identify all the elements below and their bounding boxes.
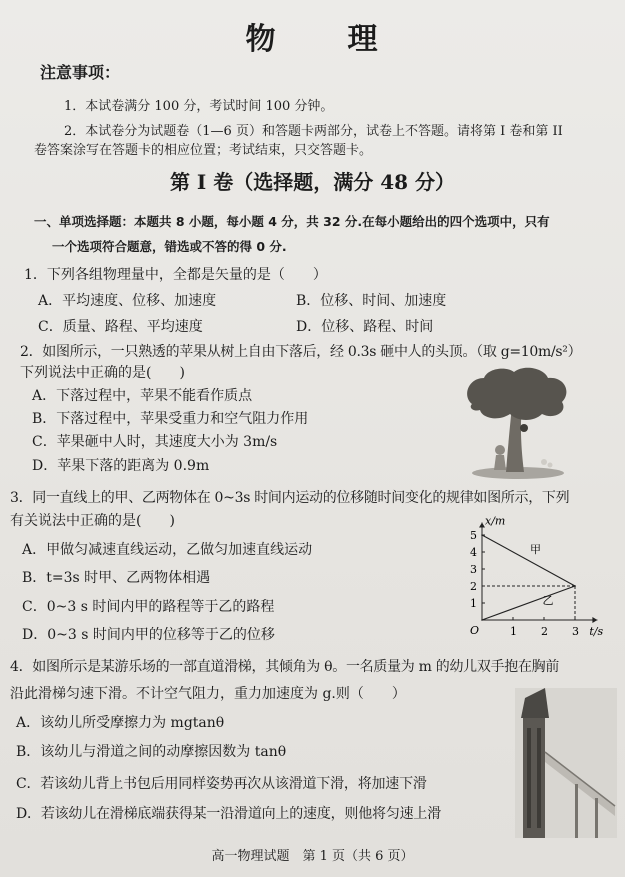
apple-icon [520,424,528,432]
person-body [494,455,506,470]
notice-item-2-line2: 卷答案涂写在答题卡的相应位置；考试结束，只交答题卡。 [34,143,373,158]
x-axis-arrow [592,617,597,623]
series-label-yi: 乙 [542,593,554,607]
q3-option-d: D．0~3 s 时间内甲的位移等于乙的位移 [22,627,275,643]
page-footer: 高一物理试题 第 1 页（共 6 页） [211,849,414,864]
series-label-jia: 甲 [530,542,542,556]
section-title: 第 I 卷（选择题，满分 48 分） [169,170,456,194]
x-tick-label: 2 [541,625,548,638]
slide-support [575,784,578,838]
apple-tree-illustration [458,366,576,480]
x-tick-label: 3 [572,625,579,638]
series-point [481,534,483,536]
q2-option-a: A．下落过程中，苹果不能看作质点 [32,388,253,404]
notice-heading: 注意事项： [40,63,121,82]
q1-stem: 1．下列各组物理量中，全都是矢量的是（ ） [24,267,327,283]
notice-item-1: 1．本试卷满分 100 分，考试时间 100 分钟。 [64,99,334,114]
y-tick-label: 5 [470,529,477,542]
q3-stem-line1: 3．同一直线上的甲、乙两物体在 0~3s 时间内运动的位移随时间变化的规律如图所示，下列 [10,490,570,506]
notice-item-2-line1: 2．本试卷分为试题卷（1—6 页）和答题卡两部分，试卷上不答题。请将第 I 卷和第 II [64,124,563,139]
series-line-2 [482,586,575,620]
q3-option-c: C．0~3 s 时间内甲的路程等于乙的路程 [22,599,275,615]
ground-flower [541,459,547,465]
q2-option-b: B．下落过程中，苹果受重力和空气阻力作用 [32,411,309,427]
y-tick-label: 4 [470,546,477,559]
q4-stem-line2: 沿此滑梯匀速下滑。不计空气阻力，重力加速度为 g.则（ ） [10,686,406,702]
origin-label: O [470,624,480,637]
q3-option-a: A．甲做匀减速直线运动，乙做匀加速直线运动 [22,542,313,558]
q2-option-c: C．苹果砸中人时，其速度大小为 3m/s [32,434,278,450]
y-tick-label: 1 [470,597,477,610]
section-instruction-line1: 一、单项选择题：本题共 8 小题，每小题 4 分，共 32 分.在每小题给出的四个选项中，只有 [34,214,550,229]
xt-graph [460,508,620,638]
q2-stem-line1: 2．如图所示，一只熟透的苹果从树上自由下落后，经 0.3s 砸中人的头顶。（取 g=10m/s²） [20,344,582,360]
q1-option-b: B．位移、时间、加速度 [296,293,447,309]
x-axis-label: t/s [589,625,604,638]
q2-stem-line2: 下列说法中正确的是( ) [20,365,185,381]
q4-option-a: A．该幼儿所受摩擦力为 mgtanθ [16,715,225,731]
y-tick-label: 2 [470,580,477,593]
tower-post [527,728,531,828]
q4-option-c: C．若该幼儿背上书包后用同样姿势再次从该滑道下滑，将加速下滑 [16,776,427,792]
q4-option-b: B．该幼儿与滑道之间的动摩擦因数为 tanθ [16,744,287,760]
q1-option-c: C．质量、路程、平均速度 [38,319,203,335]
q4-stem-line1: 4．如图所示是某游乐场的一部直道滑梯，其倾角为 θ。一名质量为 m 的幼儿双手抱在胸前 [10,659,560,675]
q3-stem-line2: 有关说法中正确的是( ) [10,513,175,529]
series-point [481,619,483,621]
q4-option-d: D．若该幼儿在滑梯底端获得某一沿滑道向上的速度，则他将匀速上滑 [16,806,442,822]
q1-option-d: D．位移、路程、时间 [296,319,434,335]
y-tick-label: 3 [470,563,477,576]
slide-support [595,798,598,838]
series-point [574,585,576,587]
ground-flower [548,463,553,468]
page-title [0,14,625,58]
title-char-2: 理 [347,22,380,57]
slide-tower [523,718,545,838]
x-tick-label: 1 [510,625,517,638]
q3-option-b: B．t=3s 时甲、乙两物体相遇 [22,570,211,586]
playground-slide-photo [515,688,617,838]
person-head [495,445,505,455]
q2-option-d: D．苹果下落的距离为 0.9m [32,458,210,474]
series-line-1 [482,535,575,586]
tree-canopy [467,368,566,420]
section-instruction-line2: 一个选项符合题意，错选或不答的得 0 分. [52,239,287,254]
q1-option-a: A．平均速度、位移、加速度 [38,293,217,309]
tower-post [537,728,541,828]
title-char-1: 物 [245,22,278,57]
y-axis-label: x/m [485,514,506,528]
